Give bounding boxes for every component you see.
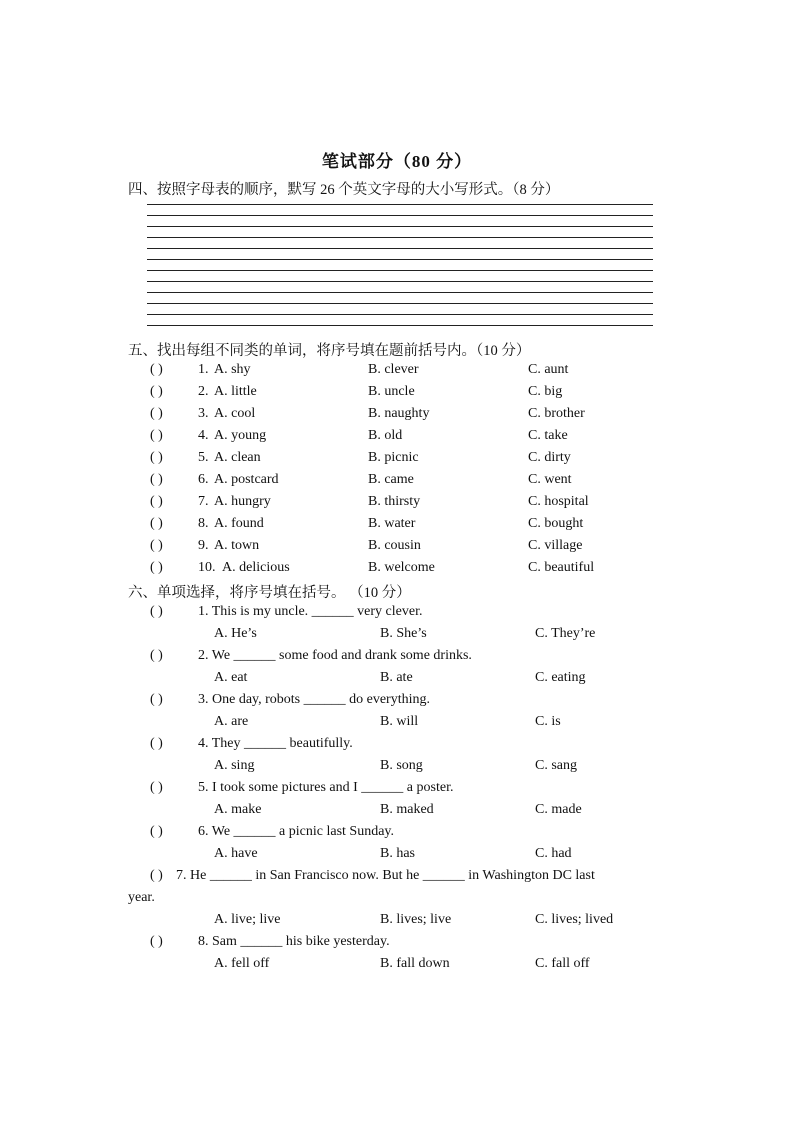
option-c: C. bought xyxy=(528,516,584,531)
answer-bracket[interactable]: ( ) xyxy=(150,538,163,553)
option-a: A. postcard xyxy=(214,472,279,487)
answer-bracket[interactable]: ( ) xyxy=(150,780,163,795)
item-number: 3. xyxy=(198,406,209,421)
option-c: C. sang xyxy=(535,758,577,773)
option-b: B. cousin xyxy=(368,538,421,553)
option-a: A. cool xyxy=(214,406,256,421)
writing-line[interactable] xyxy=(147,314,653,315)
option-b: B. fall down xyxy=(380,956,450,971)
option-b: B. thirsty xyxy=(368,494,421,509)
item-number: 1. xyxy=(198,362,209,377)
option-a: A. He’s xyxy=(214,626,257,641)
option-c: C. eating xyxy=(535,670,586,685)
item-number: 9. xyxy=(198,538,209,553)
option-c: C. had xyxy=(535,846,572,861)
answer-bracket[interactable]: ( ) xyxy=(150,560,163,575)
answer-bracket[interactable]: ( ) xyxy=(150,450,163,465)
question-stem: 2. We ______ some food and drank some drinks. xyxy=(198,648,472,663)
answer-bracket[interactable]: ( ) xyxy=(150,648,163,663)
option-c: C. aunt xyxy=(528,362,569,377)
option-c: C. dirty xyxy=(528,450,571,465)
question-stem-continued: year. xyxy=(128,890,155,905)
question-stem: 7. He ______ in San Francisco now. But he ______ in Washington DC last xyxy=(176,868,595,883)
answer-bracket[interactable]: ( ) xyxy=(150,604,163,619)
item-number: 6. xyxy=(198,472,209,487)
option-a: A. young xyxy=(214,428,267,443)
question-stem: 1. This is my uncle. ______ very clever. xyxy=(198,604,423,619)
option-a: A. town xyxy=(214,538,260,553)
option-b: B. lives; live xyxy=(380,912,452,927)
option-c: C. They’re xyxy=(535,626,596,641)
item-number: 8. xyxy=(198,516,209,531)
writing-line[interactable] xyxy=(147,281,653,282)
answer-bracket[interactable]: ( ) xyxy=(150,824,163,839)
option-b: B. has xyxy=(380,846,415,861)
page-title: 笔试部分（80 分） xyxy=(321,152,473,171)
option-a: A. shy xyxy=(214,362,251,377)
writing-line[interactable] xyxy=(147,226,653,227)
option-a: A. have xyxy=(214,846,258,861)
question-stem: 4. They ______ beautifully. xyxy=(198,736,353,751)
option-b: B. water xyxy=(368,516,416,531)
writing-line[interactable] xyxy=(147,270,653,271)
option-a: A. live; live xyxy=(214,912,281,927)
answer-bracket[interactable]: ( ) xyxy=(150,516,163,531)
option-b: B. ate xyxy=(380,670,413,685)
option-b: B. came xyxy=(368,472,414,487)
option-a: A. make xyxy=(214,802,262,817)
writing-line[interactable] xyxy=(147,303,653,304)
question-stem: 8. Sam ______ his bike yesterday. xyxy=(198,934,390,949)
option-b: B. song xyxy=(380,758,423,773)
option-c: C. fall off xyxy=(535,956,590,971)
item-number: 2. xyxy=(198,384,209,399)
item-number: 10. xyxy=(198,560,216,575)
option-a: A. hungry xyxy=(214,494,271,509)
option-b: B. picnic xyxy=(368,450,419,465)
option-c: C. take xyxy=(528,428,568,443)
answer-bracket[interactable]: ( ) xyxy=(150,934,163,949)
option-a: A. little xyxy=(214,384,257,399)
writing-line[interactable] xyxy=(147,292,653,293)
option-c: C. big xyxy=(528,384,563,399)
option-a: A. are xyxy=(214,714,249,729)
section5-heading: 五、找出每组不同类的单词，将序号填在题前括号内。（10 分） xyxy=(128,343,531,359)
option-a: A. sing xyxy=(214,758,255,773)
option-c: C. hospital xyxy=(528,494,589,509)
option-c: C. village xyxy=(528,538,583,553)
option-b: B. She’s xyxy=(380,626,427,641)
option-a: A. fell off xyxy=(214,956,270,971)
section4-heading: 四、按照字母表的顺序，默写 26 个英文字母的大小写形式。（8 分） xyxy=(128,182,560,198)
writing-line[interactable] xyxy=(147,259,653,260)
option-b: B. clever xyxy=(368,362,419,377)
option-c: C. went xyxy=(528,472,572,487)
option-a: A. found xyxy=(214,516,264,531)
question-stem: 5. I took some pictures and I ______ a poster. xyxy=(198,780,454,795)
answer-bracket[interactable]: ( ) xyxy=(150,384,163,399)
option-b: B. uncle xyxy=(368,384,415,399)
answer-bracket[interactable]: ( ) xyxy=(150,472,163,487)
writing-line[interactable] xyxy=(147,204,653,205)
option-c: C. beautiful xyxy=(528,560,595,575)
option-c: C. is xyxy=(535,714,561,729)
answer-bracket[interactable]: ( ) xyxy=(150,362,163,377)
option-b: B. old xyxy=(368,428,403,443)
writing-line[interactable] xyxy=(147,325,653,326)
section6-heading: 六、单项选择，将序号填在括号。 （10 分） xyxy=(128,585,411,601)
item-number: 5. xyxy=(198,450,209,465)
item-number: 4. xyxy=(198,428,209,443)
writing-line[interactable] xyxy=(147,215,653,216)
option-b: B. will xyxy=(380,714,419,729)
writing-line[interactable] xyxy=(147,237,653,238)
option-b: B. welcome xyxy=(368,560,435,575)
option-b: B. maked xyxy=(380,802,434,817)
item-number: 7. xyxy=(198,494,209,509)
question-stem: 3. One day, robots ______ do everything. xyxy=(198,692,430,707)
answer-bracket[interactable]: ( ) xyxy=(150,428,163,443)
option-a: A. delicious xyxy=(222,560,290,575)
option-a: A. eat xyxy=(214,670,248,685)
answer-bracket[interactable]: ( ) xyxy=(150,736,163,751)
writing-line[interactable] xyxy=(147,248,653,249)
option-c: C. brother xyxy=(528,406,585,421)
option-a: A. clean xyxy=(214,450,261,465)
answer-bracket[interactable]: ( ) xyxy=(150,692,163,707)
option-b: B. naughty xyxy=(368,406,430,421)
answer-bracket[interactable]: ( ) xyxy=(150,868,163,883)
option-c: C. lives; lived xyxy=(535,912,614,927)
answer-bracket[interactable]: ( ) xyxy=(150,494,163,509)
question-stem: 6. We ______ a picnic last Sunday. xyxy=(198,824,395,839)
answer-bracket[interactable]: ( ) xyxy=(150,406,163,421)
option-c: C. made xyxy=(535,802,582,817)
